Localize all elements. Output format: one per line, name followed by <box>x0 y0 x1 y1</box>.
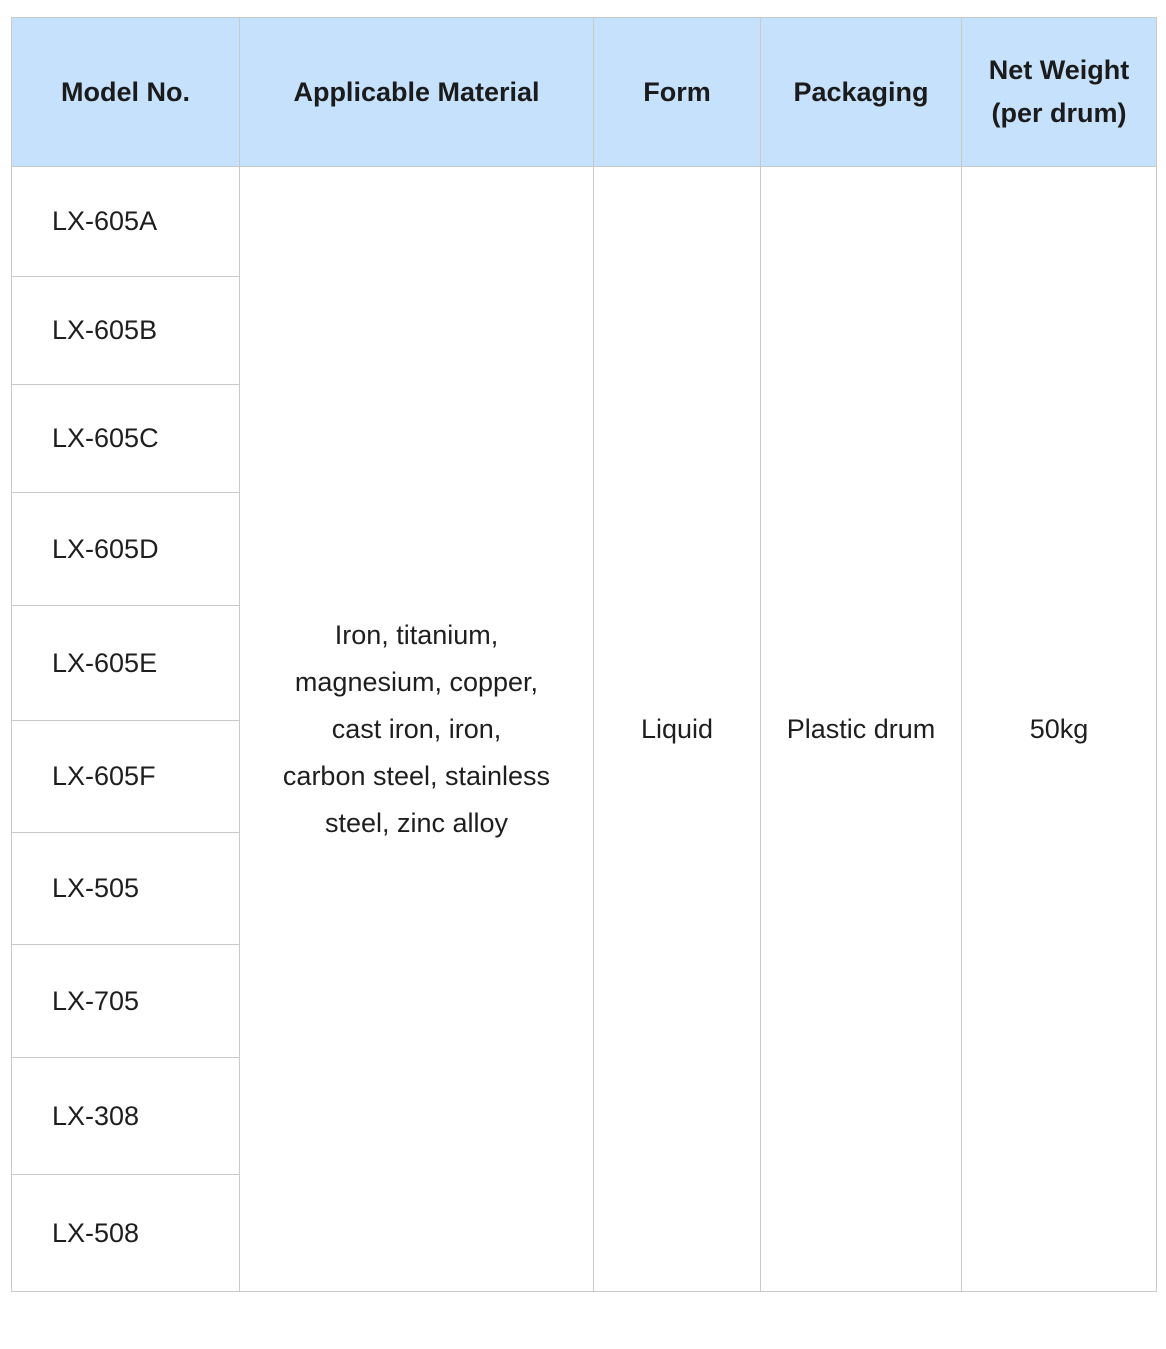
table-header <box>12 18 1157 167</box>
header-model-no: Model No. <box>12 18 240 167</box>
material-line: steel, zinc alloy <box>324 807 509 838</box>
model-cell: LX-308 <box>12 1058 240 1175</box>
model-cell: LX-705 <box>12 945 240 1058</box>
material-line: cast iron, iron, <box>331 713 502 744</box>
header-packaging: Packaging <box>761 18 962 167</box>
model-cell: LX-505 <box>12 833 240 945</box>
packaging-cell: Plastic drum <box>761 167 962 1292</box>
model-cell: LX-605E <box>12 606 240 721</box>
model-cell: LX-605D <box>12 493 240 606</box>
model-cell: LX-508 <box>12 1175 240 1292</box>
applicable-material-cell <box>240 167 594 1292</box>
header-form: Form <box>594 18 761 167</box>
spec-table-container <box>11 17 1156 1292</box>
header-net-weight-line1: Net Weight <box>988 55 1130 85</box>
header-applicable-material: Applicable Material <box>240 18 594 167</box>
table-row <box>12 167 1157 277</box>
material-line: carbon steel, stainless <box>282 760 551 791</box>
material-line: Iron, titanium, <box>334 619 499 650</box>
header-row <box>12 18 1157 167</box>
net-weight-cell: 50kg <box>962 167 1157 1292</box>
model-cell: LX-605C <box>12 385 240 493</box>
product-spec-table <box>11 17 1157 1292</box>
header-net-weight <box>962 18 1157 167</box>
model-cell: LX-605A <box>12 167 240 277</box>
table-body <box>12 167 1157 1292</box>
header-net-weight-line2: (per drum) <box>991 98 1127 128</box>
model-cell: LX-605F <box>12 721 240 833</box>
material-line: magnesium, copper, <box>294 666 539 697</box>
model-cell: LX-605B <box>12 277 240 385</box>
form-cell: Liquid <box>594 167 761 1292</box>
